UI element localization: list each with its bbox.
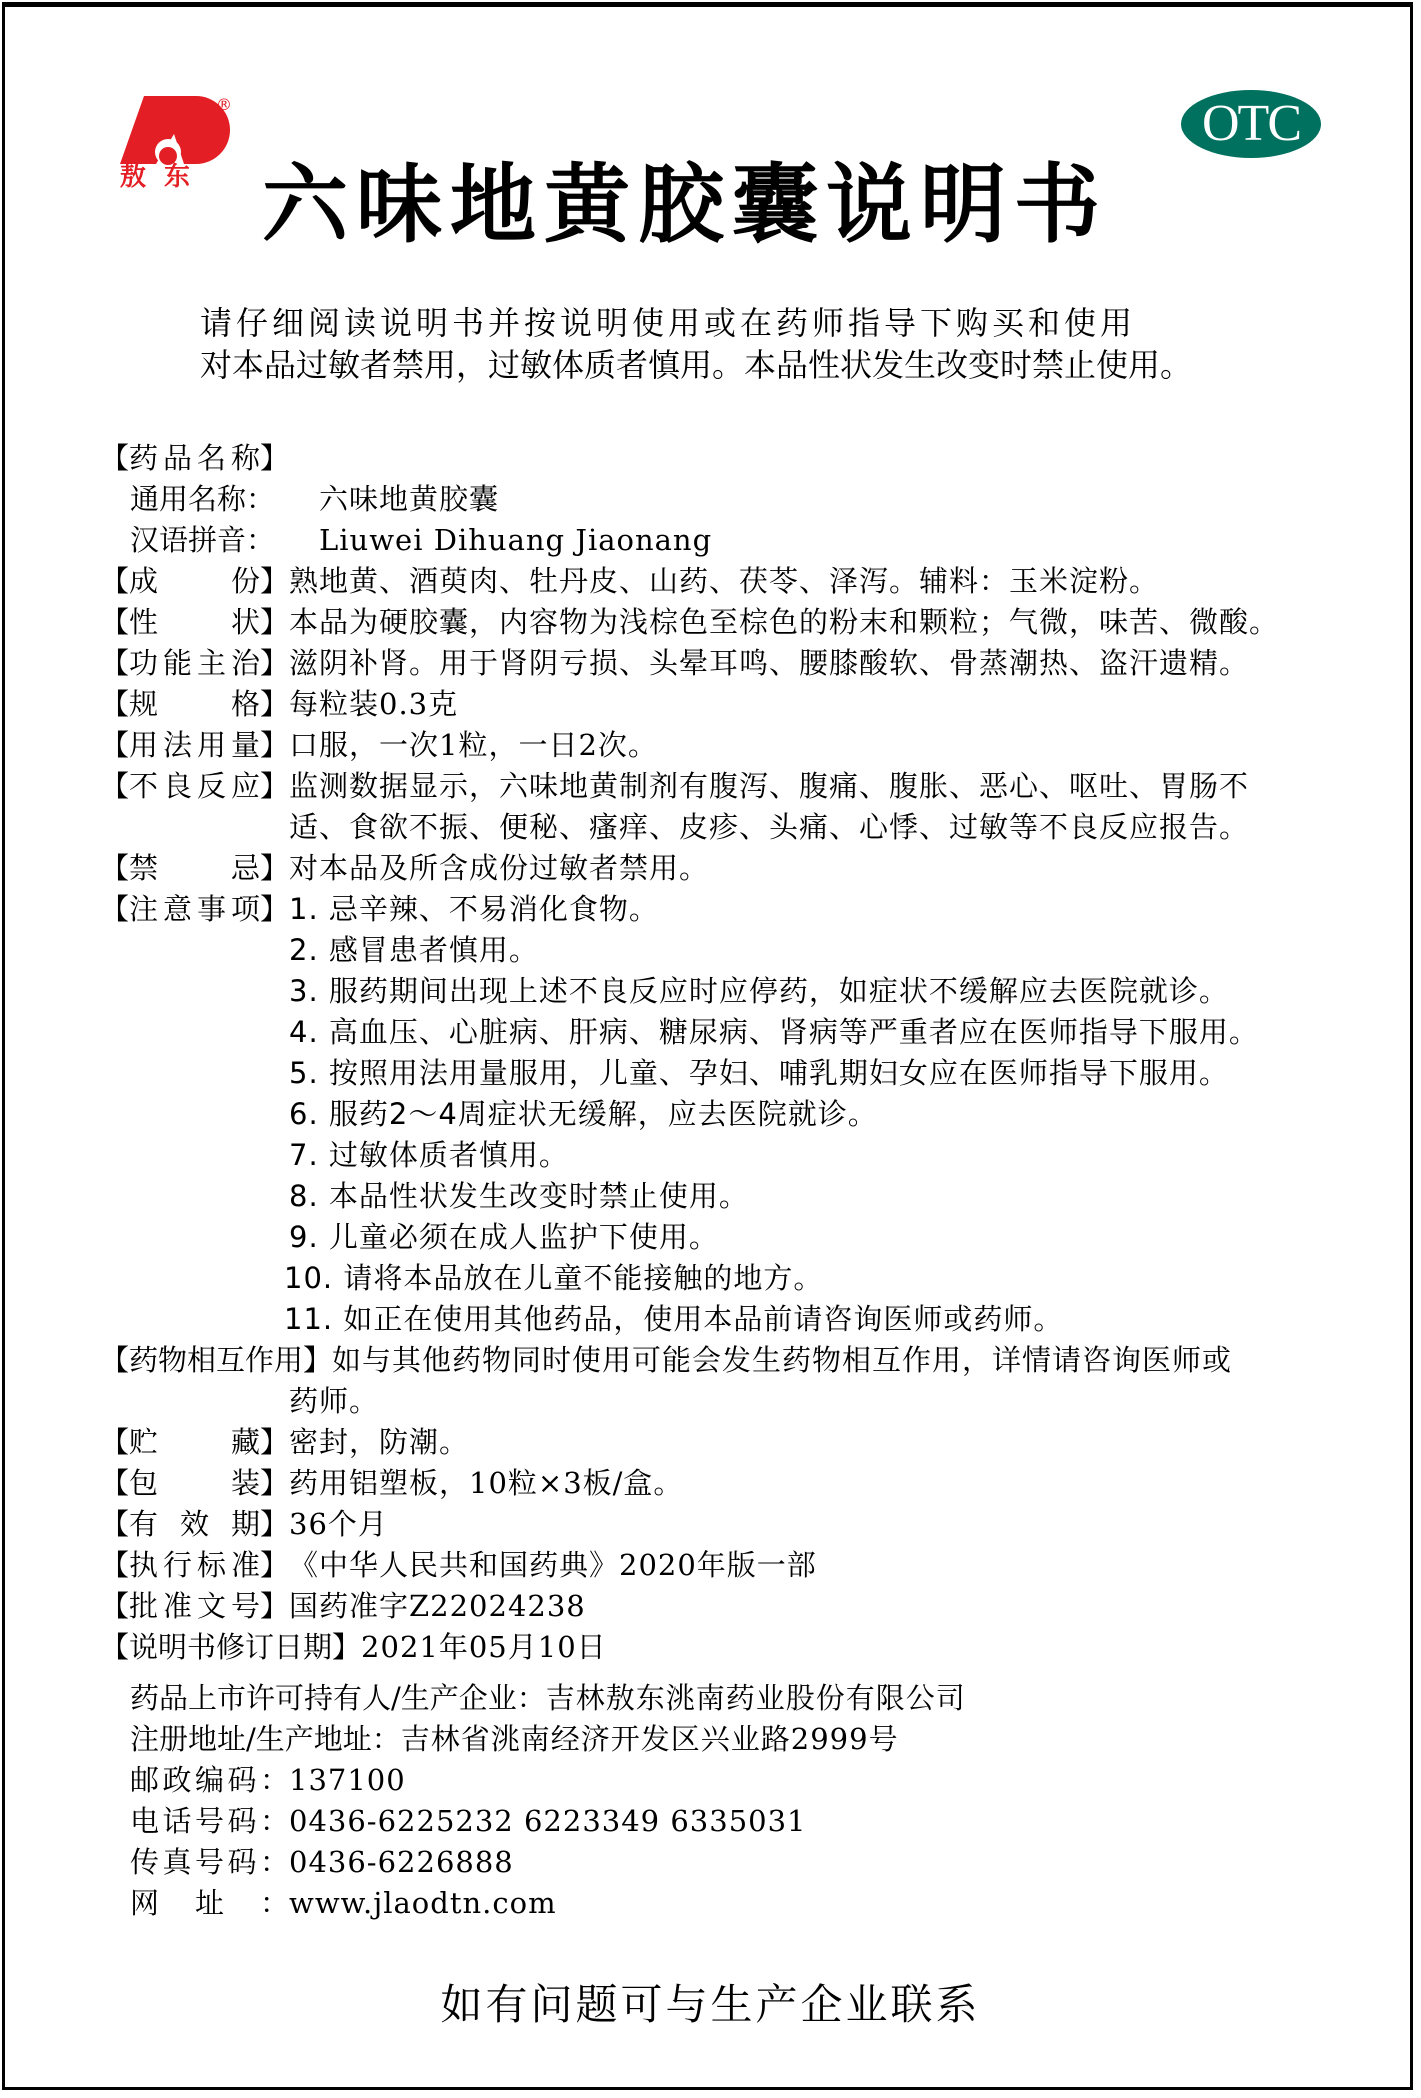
company-row — [100, 1760, 1360, 1801]
section-label-text: 注意事项 — [129, 892, 260, 926]
otc-badge: OTC — [1181, 90, 1321, 158]
company-label — [130, 1760, 289, 1801]
company-row — [100, 1678, 1360, 1719]
section-row — [100, 1135, 1360, 1176]
section-label-text: 包装 — [129, 1466, 260, 1500]
section-row — [100, 1094, 1360, 1135]
section-label — [100, 1463, 289, 1504]
section-value-continued: 9. 儿童必须在成人监护下使用。 — [289, 1220, 719, 1254]
section-value: 口服，一次1粒，一日2次。 — [289, 728, 658, 762]
section-label — [100, 1545, 289, 1586]
section-label-text: 用法用量 — [129, 728, 260, 762]
section-label — [100, 602, 289, 643]
company-value: 吉林敖东洮南药业股份有限公司 — [545, 1681, 966, 1715]
bracket-open: 【 — [100, 564, 130, 598]
section-value-continued: 适、食欲不振、便秘、瘙痒、皮疹、头痛、心悸、过敏等不良反应报告。 — [289, 810, 1250, 844]
bracket-open: 【 — [100, 851, 130, 885]
brand-name: 敖东 — [120, 162, 209, 192]
company-value: 137100 — [289, 1763, 406, 1797]
bracket-close: 】 — [259, 892, 289, 926]
bracket-close: 】 — [259, 728, 289, 762]
section-label — [100, 643, 289, 684]
section-row — [100, 1299, 1360, 1340]
section-row — [100, 930, 1360, 971]
bracket-close: 】 — [259, 851, 289, 885]
section-label — [100, 1586, 289, 1627]
section-value-continued: 8. 本品性状发生改变时禁止使用。 — [289, 1179, 749, 1213]
section-label-text: 禁忌 — [129, 851, 260, 885]
bracket-close: 】 — [259, 605, 289, 639]
company-value: 0436-6226888 — [289, 1845, 514, 1879]
section-value: 滋阴补肾。用于肾阴亏损、头晕耳鸣、腰膝酸软、骨蒸潮热、盗汗遗精。 — [289, 646, 1250, 680]
section-label — [100, 1504, 289, 1545]
spacer — [100, 1668, 1360, 1678]
company-label-text: 邮政编码： — [130, 1763, 289, 1797]
section-label — [100, 684, 289, 725]
section-label — [100, 848, 289, 889]
registered-mark: ® — [216, 95, 232, 114]
section-value: 如与其他药物同时使用可能会发生药物相互作用，详情请咨询医师或 — [332, 1343, 1233, 1377]
bracket-open: 【 — [100, 1343, 130, 1377]
section-label-text: 汉语拼音： — [130, 523, 276, 557]
company-label-text: 传真号码： — [130, 1845, 289, 1879]
section-value: 1. 忌辛辣、不易消化食物。 — [289, 892, 659, 926]
bracket-close: 】 — [332, 1630, 362, 1664]
company-label — [130, 1842, 289, 1883]
bracket-close: 】 — [259, 441, 289, 475]
section-label-text: 贮藏 — [129, 1425, 260, 1459]
bracket-open: 【 — [100, 892, 130, 926]
company-row — [100, 1719, 1360, 1760]
section-label — [100, 725, 289, 766]
section-label — [100, 438, 289, 479]
leaflet-body — [100, 438, 1360, 1924]
section-label — [100, 1627, 361, 1668]
company-label-text: 网址： — [130, 1886, 289, 1920]
section-value-continued: 6. 服药2～4周症状无缓解，应去医院就诊。 — [289, 1097, 878, 1131]
company-label — [130, 1719, 401, 1760]
section-value — [289, 438, 1360, 479]
section-label — [100, 561, 289, 602]
section-value-continued: 7. 过敏体质者慎用。 — [289, 1138, 569, 1172]
page-title: 六味地黄胶囊说明书 — [262, 154, 1108, 255]
company-label — [130, 1883, 289, 1924]
section-label — [100, 520, 319, 561]
bracket-open: 【 — [100, 687, 130, 721]
section-row — [100, 1586, 1360, 1627]
section-row — [100, 1627, 1360, 1668]
bracket-close: 】 — [259, 1425, 289, 1459]
company-label-text: 注册地址/生产地址： — [130, 1722, 401, 1756]
company-label — [130, 1801, 289, 1842]
bracket-open: 【 — [100, 441, 130, 475]
company-value: 0436-6225232 6223349 6335031 — [289, 1804, 807, 1838]
company-row — [100, 1883, 1360, 1924]
bracket-close: 】 — [259, 687, 289, 721]
section-row — [100, 561, 1360, 602]
section-row — [100, 1012, 1360, 1053]
section-row — [100, 807, 1360, 848]
section-label-text: 规格 — [129, 687, 260, 721]
section-row — [100, 1463, 1360, 1504]
section-label — [100, 479, 319, 520]
section-row — [100, 725, 1360, 766]
section-label — [100, 1422, 289, 1463]
company-row — [100, 1801, 1360, 1842]
bracket-close: 】 — [259, 1548, 289, 1582]
section-label — [100, 1340, 332, 1381]
section-row — [100, 1545, 1360, 1586]
bracket-close: 】 — [259, 1507, 289, 1541]
section-value: 药用铝塑板，10粒×3板/盒。 — [289, 1466, 684, 1500]
section-value: 《中华人民共和国药典》2020年版一部 — [289, 1548, 817, 1582]
section-value: 本品为硬胶囊，内容物为浅棕色至棕色的粉末和颗粒；气微，味苦、微酸。 — [289, 605, 1280, 639]
section-value: 六味地黄胶囊 — [319, 482, 500, 516]
bracket-open: 【 — [100, 1425, 130, 1459]
section-label-text: 不良反应 — [129, 769, 260, 803]
bracket-open: 【 — [100, 1466, 130, 1500]
section-row — [100, 438, 1360, 479]
bracket-open: 【 — [100, 728, 130, 762]
company-label-text: 电话号码： — [130, 1804, 289, 1838]
section-label — [100, 889, 289, 930]
section-row — [100, 889, 1360, 930]
section-value-continued: 10. 请将本品放在儿童不能接触的地方。 — [284, 1261, 824, 1295]
section-row — [100, 1053, 1360, 1094]
section-row — [100, 848, 1360, 889]
section-value-continued: 3. 服药期间出现上述不良反应时应停药，如症状不缓解应去医院就诊。 — [289, 974, 1229, 1008]
section-value-continued: 11. 如正在使用其他药品，使用本品前请咨询医师或药师。 — [284, 1302, 1064, 1336]
section-label-text: 功能主治 — [129, 646, 260, 680]
section-label-text: 说明书修订日期 — [129, 1630, 333, 1664]
section-row — [100, 1504, 1360, 1545]
section-row — [100, 971, 1360, 1012]
section-row — [100, 1422, 1360, 1463]
section-value: 监测数据显示，六味地黄制剂有腹泻、腹痛、腹胀、恶心、呕吐、胃肠不 — [289, 769, 1250, 803]
section-value: 2021年05月10日 — [361, 1630, 607, 1664]
bracket-open: 【 — [100, 1507, 130, 1541]
bracket-close: 】 — [259, 1589, 289, 1623]
section-row — [100, 479, 1360, 520]
bracket-close: 】 — [259, 769, 289, 803]
company-row — [100, 1842, 1360, 1883]
section-value: 每粒装0.3克 — [289, 687, 459, 721]
section-value: 熟地黄、酒萸肉、牡丹皮、山药、茯苓、泽泻。辅料：玉米淀粉。 — [289, 564, 1160, 598]
section-label-text: 性状 — [129, 605, 260, 639]
section-value: 国药准字Z22024238 — [289, 1589, 586, 1623]
section-label-text: 批准文号 — [129, 1589, 260, 1623]
section-value-continued: 药师。 — [289, 1384, 380, 1418]
bracket-close: 】 — [259, 564, 289, 598]
company-label — [130, 1678, 546, 1719]
footer-contact-note: 如有问题可与生产企业联系 — [440, 1980, 981, 2029]
section-row — [100, 643, 1360, 684]
section-label-text: 药品名称 — [129, 441, 260, 475]
bracket-close: 】 — [259, 646, 289, 680]
bracket-open: 【 — [100, 646, 130, 680]
notice-line-1: 请仔细阅读说明书并按说明使用或在药师指导下购买和使用 — [200, 304, 1137, 342]
section-value-continued: 5. 按照用法用量服用，儿童、孕妇、哺乳期妇女应在医师指导下服用。 — [289, 1056, 1229, 1090]
section-label-text: 成份 — [129, 564, 260, 598]
bracket-close: 】 — [303, 1343, 333, 1377]
section-label-text: 药物相互作用 — [129, 1343, 304, 1377]
section-row — [100, 1340, 1360, 1381]
section-row — [100, 1176, 1360, 1217]
section-value-continued: 2. 感冒患者慎用。 — [289, 933, 539, 967]
section-label-text: 通用名称： — [130, 482, 276, 516]
section-row — [100, 520, 1360, 561]
section-value: 36个月 — [289, 1507, 388, 1541]
bracket-open: 【 — [100, 769, 130, 803]
bracket-open: 【 — [100, 1548, 130, 1582]
section-value: 密封，防潮。 — [289, 1425, 470, 1459]
section-row — [100, 1381, 1360, 1422]
bracket-open: 【 — [100, 1630, 130, 1664]
bracket-open: 【 — [100, 1589, 130, 1623]
section-value-continued: 4. 高血压、心脏病、肝病、糖尿病、肾病等严重者应在医师指导下服用。 — [289, 1015, 1259, 1049]
notice-line-2: 对本品过敏者禁用，过敏体质者慎用。本品性状发生改变时禁止使用。 — [200, 346, 1193, 384]
section-label-text: 有效期 — [129, 1507, 260, 1541]
company-value: 吉林省洮南经济开发区兴业路2999号 — [400, 1722, 899, 1756]
section-row — [100, 1217, 1360, 1258]
section-row — [100, 1258, 1360, 1299]
section-row — [100, 602, 1360, 643]
bracket-open: 【 — [100, 605, 130, 639]
section-label-text: 执行标准 — [129, 1548, 260, 1582]
bracket-close: 】 — [259, 1466, 289, 1500]
section-value: Liuwei Dihuang Jiaonang — [319, 523, 713, 557]
section-row — [100, 684, 1360, 725]
section-value: 对本品及所含成份过敏者禁用。 — [289, 851, 710, 885]
section-label — [100, 766, 289, 807]
company-value: www.jlaodtn.com — [289, 1886, 557, 1920]
section-row — [100, 766, 1360, 807]
company-label-text: 药品上市许可持有人/生产企业： — [130, 1681, 546, 1715]
